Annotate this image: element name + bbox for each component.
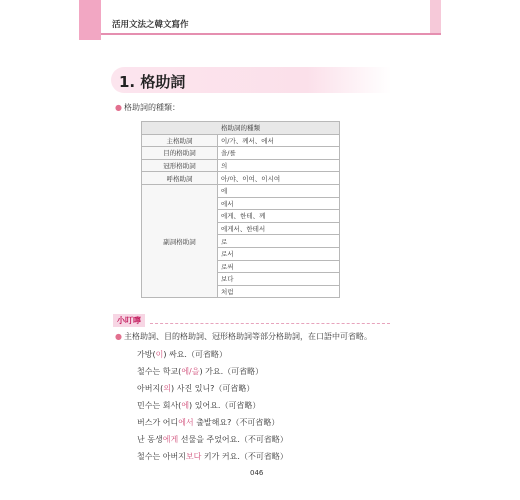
particle-forms: 에게서、한테서 [218,222,340,235]
particle-type: 副詞格助詞 [142,184,218,297]
example-sentence: 민수는 회사(에) 있어요.（可省略） [137,401,261,410]
table-row [142,159,340,172]
particle-type: 冠形格助詞 [142,159,218,172]
chapter-tab [79,0,101,40]
example-sentence: 버스가 어디에서 출발해요?（不可省略） [137,418,280,427]
particle-forms: 로써 [218,260,340,273]
book-title: 活用文法之韓文寫作 [112,20,189,30]
particle-forms: 로 [218,235,340,248]
particle-forms: 보다 [218,273,340,286]
table-row [142,172,340,185]
particle-forms: 처럼 [218,285,340,298]
table-row [142,134,340,147]
particle-forms: 에 [218,184,340,197]
example-sentence: 아버지(의) 사진 있니?（可省略） [137,384,255,393]
particle-forms: 에게、한테、께 [218,210,340,223]
tip-label: 小叮嚀 [113,314,145,327]
header-rule [101,33,441,35]
particle-forms: 을/를 [218,147,340,160]
tip-text: 主格助詞、目的格助詞、冠形格助詞等部分格助詞，在口語中可省略。 [124,332,372,341]
bullet-icon: ● [115,103,122,112]
header-accent [430,0,441,35]
particle-type: 主格助詞 [142,134,218,147]
example-sentence: 철수는 아버지보다 키가 커요.（不可省略） [137,452,288,461]
particle-type: 呼格助詞 [142,172,218,185]
example-sentence: 철수는 학교(에/을) 가요.（可省略） [137,367,264,376]
example-sentence: 가방(이) 싸요.（可省略） [137,350,227,359]
page-number: 046 [250,469,264,477]
particle-type: 目的格助詞 [142,147,218,160]
section-title: 1. 格助詞 [119,73,186,91]
particle-forms: 이/가、께서、에서 [218,134,340,147]
particle-forms: 의 [218,159,340,172]
table-header: 格助詞的種類 [142,122,340,135]
table-row [142,184,340,197]
intro-label: 格助詞的種類： [124,103,180,112]
bullet-icon: ● [115,332,122,341]
particle-forms: 로서 [218,247,340,260]
particle-table [141,121,340,298]
example-sentence: 난 동생에게 선물을 주었어요.（不可省略） [137,435,288,444]
particle-forms: 에서 [218,197,340,210]
tip-divider [150,323,390,325]
particle-forms: 아/야、이여、이시여 [218,172,340,185]
table-row [142,147,340,160]
